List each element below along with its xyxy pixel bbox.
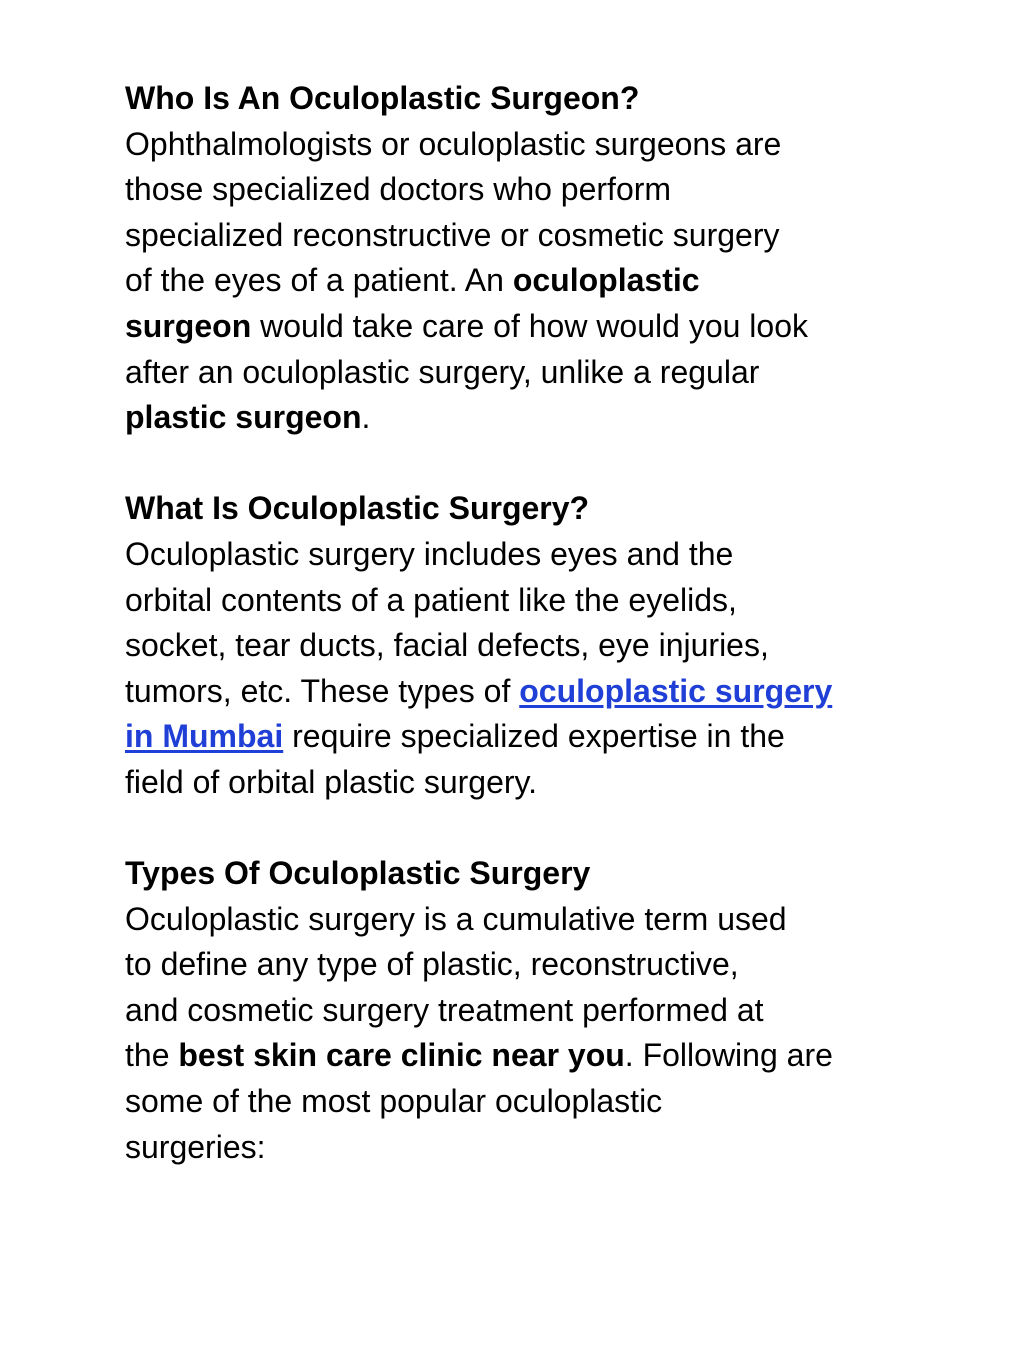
body-text: to define any type of plastic, reconstructive, <box>125 946 739 983</box>
section-paragraph <box>125 122 885 441</box>
inline-link[interactable]: in Mumbai <box>125 718 284 755</box>
body-text: and cosmetic surgery treatment performed at <box>125 991 764 1028</box>
text-line <box>125 213 885 259</box>
section-paragraph <box>125 897 885 1171</box>
body-text: . Following are <box>624 1037 833 1074</box>
body-text: Oculoplastic surgery includes eyes and the <box>125 535 734 572</box>
body-text: the <box>125 1037 179 1074</box>
body-text: specialized reconstructive or cosmetic surgery <box>125 216 780 253</box>
section-3 <box>125 851 885 1170</box>
text-line <box>125 122 885 168</box>
document-page <box>125 76 885 1216</box>
text-line <box>125 897 885 943</box>
body-text: tumors, etc. These types of <box>125 672 520 709</box>
section-paragraph <box>125 532 885 806</box>
inline-link[interactable]: oculoplastic surgery <box>519 672 833 709</box>
text-line <box>125 1033 885 1079</box>
body-text: surgeries: <box>125 1128 266 1165</box>
text-line <box>125 760 885 806</box>
body-text: those specialized doctors who perform <box>125 171 672 208</box>
text-line <box>125 669 885 715</box>
body-text: of the eyes of a patient. An <box>125 262 513 299</box>
text-line <box>125 167 885 213</box>
body-text: . <box>361 399 371 436</box>
text-line <box>125 578 885 624</box>
text-line <box>125 1079 885 1125</box>
body-text: require specialized expertise in the <box>283 718 785 755</box>
bold-text: surgeon <box>125 307 252 344</box>
section-heading: Who Is An Oculoplastic Surgeon? <box>125 80 640 116</box>
text-line <box>125 1125 885 1171</box>
body-text: some of the most popular oculoplastic <box>125 1083 663 1120</box>
body-text: would take care of how would you look <box>251 307 808 344</box>
section-1 <box>125 76 885 441</box>
section-heading: What Is Oculoplastic Surgery? <box>125 490 590 527</box>
body-text: Ophthalmologists or oculoplastic surgeons are <box>125 125 782 162</box>
text-line <box>125 258 885 304</box>
bold-text: best skin care clinic near you <box>178 1037 625 1074</box>
text-line <box>125 350 885 396</box>
text-line <box>125 942 885 988</box>
text-line <box>125 532 885 578</box>
body-text: Oculoplastic surgery is a cumulative term used <box>125 900 787 937</box>
section-heading: Types Of Oculoplastic Surgery <box>125 855 591 892</box>
bold-text: oculoplastic <box>512 262 700 299</box>
text-line <box>125 395 885 441</box>
text-line <box>125 988 885 1034</box>
text-line <box>125 304 885 350</box>
text-line <box>125 623 885 669</box>
body-text: socket, tear ducts, facial defects, eye injuries, <box>125 627 769 664</box>
body-text: orbital contents of a patient like the eyelids, <box>125 581 737 618</box>
text-line <box>125 714 885 760</box>
body-text: field of orbital plastic surgery. <box>125 763 538 800</box>
body-text: after an oculoplastic surgery, unlike a regular <box>125 353 760 390</box>
bold-text: plastic surgeon <box>125 399 362 436</box>
section-2 <box>125 486 885 805</box>
